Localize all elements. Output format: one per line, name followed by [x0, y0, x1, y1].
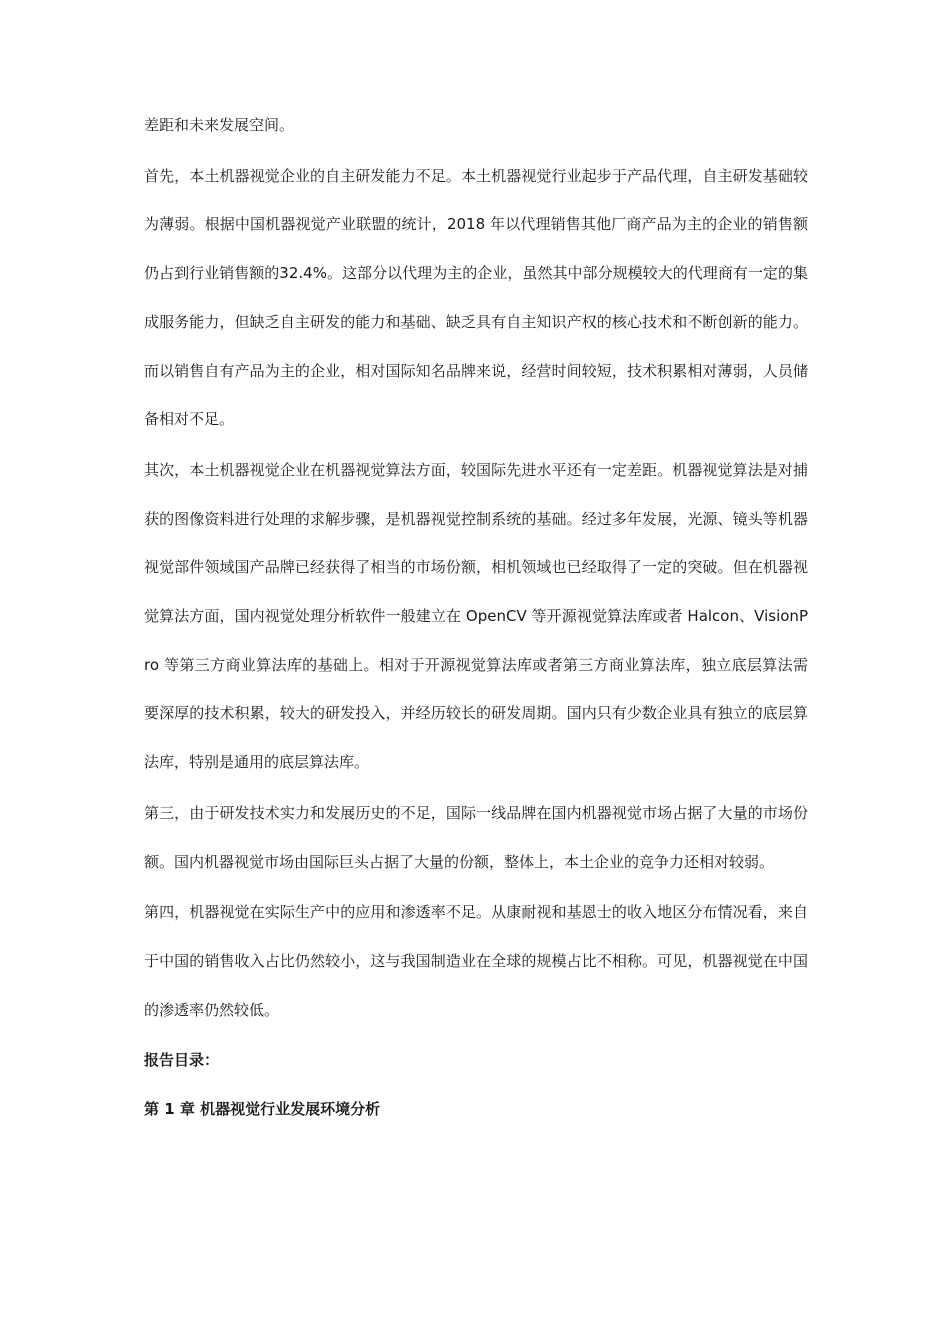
paragraph-first-point: 首先，本土机器视觉企业的自主研发能力不足。本土机器视觉行业起步于产品代理，自主研发基础较为薄弱。根据中国机器视觉产业联盟的统计，2018 年以代理销售其他厂商产品为主的企业的销售额仍占到行业销售额的32.4%。这部分以代理为主的企业，虽然其中部分规模较大的代理商有一定的集成服务能力，但缺乏自主研发的能力和基础、缺乏具有自主知识产权的核心技术和不断创新的能力。而以销售自有产品为主的企业，相对国际知名品牌来说，经营时间较短，技术积累相对薄弱，人员储备相对不足。 — [144, 166, 808, 429]
paragraph-second-point: 其次，本土机器视觉企业在机器视觉算法方面，较国际先进水平还有一定差距。机器视觉算法是对捕获的图像资料进行处理的求解步骤，是机器视觉控制系统的基础。经过多年发展，光源、镜头等机器视觉部件领域国产品牌已经获得了相当的市场份额，相机领域也已经取得了一定的突破。但在机器视觉算法方面，国内视觉处理分析软件一般建立在 OpenCV 等开源视觉算法库或者 Halcon、VisionPro 等第三方商业算法库的基础上。相对于开源视觉算法库或者第三方商业算法库，独立底层算法需要深厚的技术积累，较大的研发投入，并经历较长的研发周期。国内只有少数企业具有独立的底层算法库，特别是通用的底层算法库。 — [144, 460, 808, 772]
paragraph-third-point: 第三，由于研发技术实力和发展历史的不足，国际一线品牌在国内机器视觉市场占据了大量的市场份额。国内机器视觉市场由国际巨头占据了大量的份额，整体上，本土企业的竞争力还相对较弱。 — [144, 803, 808, 871]
paragraph-continuation: 差距和未来发展空间。 — [144, 116, 295, 134]
toc-label: 报告目录： — [144, 1051, 220, 1070]
paragraph-fourth-point: 第四，机器视觉在实际生产中的应用和渗透率不足。从康耐视和基恩士的收入地区分布情况看，来自于中国的销售收入占比仍然较小，这与我国制造业在全球的规模占比不相称。可见，机器视觉在中国的渗透率仍然较低。 — [144, 903, 808, 1019]
chapter-title: 第 1 章 机器视觉行业发展环境分析 — [144, 1100, 381, 1119]
document-body — [144, 101, 808, 1134]
